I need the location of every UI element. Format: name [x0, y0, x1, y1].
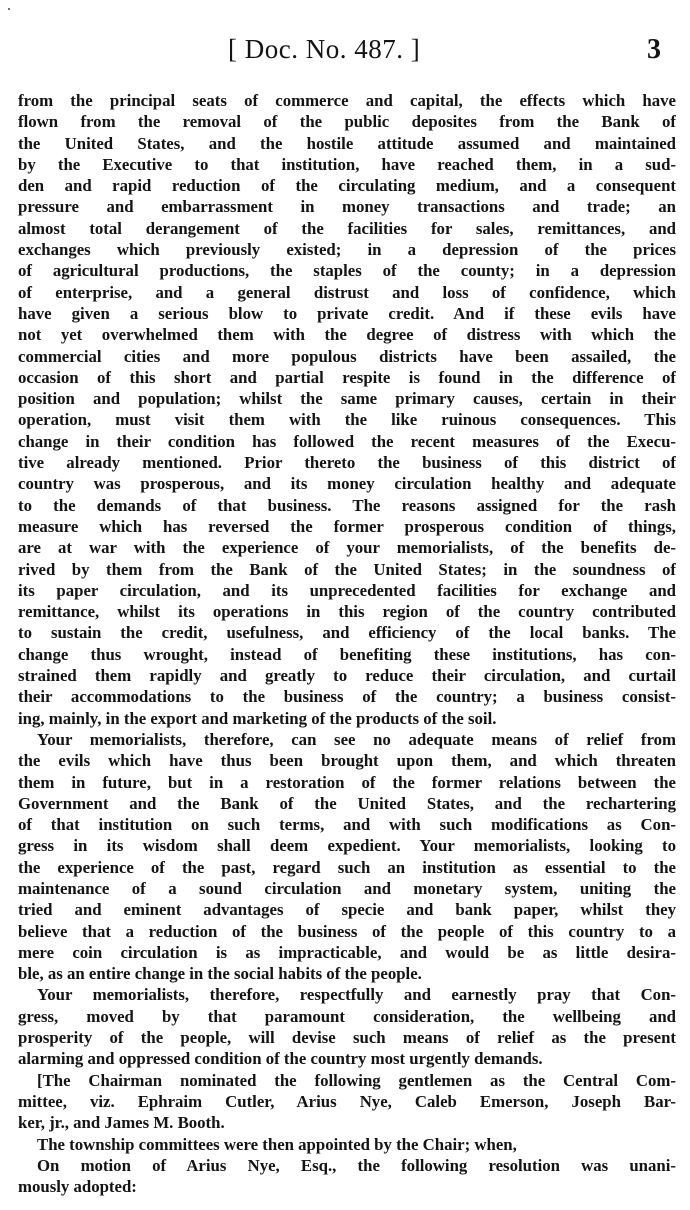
text-line: maintenance of a sound circulation and monetary system, uniting the — [18, 878, 676, 898]
text-line: gress, moved by that paramount consideration, the wellbeing and — [18, 1006, 676, 1026]
text-line: have given a serious blow to private credit. And if these evils have — [18, 303, 676, 323]
text-line: gress in its wisdom shall deem expedient. Your memorialists, looking to — [18, 836, 676, 856]
text-line: exchanges which previously existed; in a depression of the prices — [18, 240, 676, 260]
text-line: prosperity of the people, will devise such means of relief as the present — [18, 1028, 676, 1048]
text-line: Your memorialists, therefore, can see no adequate means of relief from — [37, 729, 676, 749]
text-line: ker, jr., and James M. Booth. — [18, 1113, 225, 1133]
page-header — [0, 34, 690, 74]
text-line: Government and the Bank of the United States, and the rechartering — [18, 793, 676, 813]
text-line: commercial cities and more populous districts have been assailed, the — [18, 346, 676, 366]
text-line: the evils which have thus been brought upon them, and which threaten — [18, 751, 676, 771]
text-line: occasion of this short and partial respite is found in the difference of — [18, 367, 676, 387]
paragraph — [18, 729, 676, 985]
paragraph — [18, 90, 676, 729]
text-line: change in their condition has followed the recent measures of the Execu- — [18, 431, 676, 451]
text-line: are at war with the experience of your memorialists, of the benefits de- — [18, 538, 676, 558]
text-line: its paper circulation, and its unprecedented facilities for exchange and — [18, 580, 676, 600]
text-line: to sustain the credit, usefulness, and efficiency of the local banks. The — [18, 623, 676, 643]
text-line: of enterprise, and a general distrust and loss of confidence, which — [18, 282, 676, 302]
text-line: flown from the removal of the public deposites from the Bank of — [18, 112, 676, 132]
paragraph — [18, 1134, 676, 1155]
text-line: not yet overwhelmed them with the degree of distress with which the — [18, 325, 676, 345]
text-line: to the demands of that business. The reasons assigned for the rash — [18, 495, 676, 515]
text-line: the experience of the past, regard such an institution as essential to the — [18, 857, 676, 877]
text-line: tried and eminent advantages of specie and bank paper, whilst they — [18, 900, 676, 920]
text-line: their accommodations to the business of the country; a business consist- — [18, 687, 676, 707]
text-line: change thus wrought, instead of benefiting these institutions, has con- — [18, 644, 676, 664]
text-line: position and population; whilst the same primary causes, certain in their — [18, 389, 676, 409]
text-line: remittance, whilst its operations in this region of the country contributed — [18, 602, 676, 622]
text-line: country was prosperous, and its money circulation healthy and adequate — [18, 474, 676, 494]
paragraph — [18, 984, 676, 1069]
ink-speck — [8, 8, 10, 10]
text-line: alarming and oppressed condition of the country most urgently demands. — [18, 1049, 543, 1069]
text-line: them in future, but in a restoration of the former relations between the — [18, 772, 676, 792]
paragraph — [18, 1155, 676, 1198]
page-number: 3 — [647, 34, 661, 65]
text-line: den and rapid reduction of the circulating medium, and a consequent — [18, 176, 676, 196]
text-line: almost total derangement of the facilities for sales, remittances, and — [18, 218, 676, 238]
text-line: from the principal seats of commerce and capital, the effects which have — [18, 91, 676, 110]
text-line: pressure and embarrassment in money transactions and trade; an — [18, 197, 676, 217]
text-line: by the Executive to that institution, have reached them, in a sud- — [18, 154, 676, 174]
text-line: The township committees were then appointed by the Chair; when, — [37, 1134, 517, 1154]
memorial-body-text — [18, 90, 676, 1197]
text-line: [The Chairman nominated the following gentlemen as the Central Com- — [37, 1070, 676, 1090]
paragraph — [18, 1070, 676, 1134]
text-line: tive already mentioned. Prior thereto the business of this district of — [18, 453, 676, 473]
text-line: rived by them from the Bank of the United States; in the soundness of — [18, 559, 676, 579]
text-line: On motion of Arius Nye, Esq., the following resolution was unani- — [37, 1155, 676, 1175]
text-line: operation, must visit them with the like ruinous consequences. This — [18, 410, 676, 430]
text-line: mittee, viz. Ephraim Cutler, Arius Nye, Caleb Emerson, Joseph Bar- — [18, 1091, 676, 1111]
text-line: ing, mainly, in the export and marketing of the products of the soil. — [18, 708, 497, 728]
text-line: mously adopted: — [18, 1177, 137, 1197]
document-number-title: [ Doc. No. 487. ] — [228, 34, 421, 64]
text-line: the United States, and the hostile attitude assumed and maintained — [18, 133, 676, 153]
text-line: of agricultural productions, the staples of the county; in a depression — [18, 261, 676, 281]
text-line: mere coin circulation is as impracticable, and would be as little desira- — [18, 942, 676, 962]
text-line: of that institution on such terms, and with such modifications as Con- — [18, 815, 676, 835]
text-line: strained them rapidly and greatly to reduce their circulation, and curtail — [18, 666, 676, 686]
text-line: Your memorialists, therefore, respectfully and earnestly pray that Con- — [37, 985, 676, 1005]
text-line: measure which has reversed the former prosperous condition of things, — [18, 516, 676, 536]
text-line: believe that a reduction of the business of the people of this country to a — [18, 921, 676, 941]
text-line: ble, as an entire change in the social habits of the people. — [18, 964, 422, 984]
